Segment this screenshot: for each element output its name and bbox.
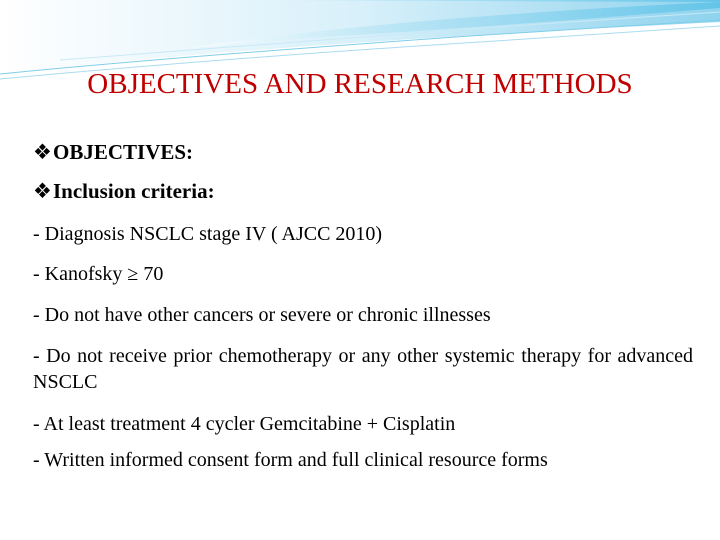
criteria-item: - Written informed consent form and full clinical resource forms	[33, 449, 548, 471]
bullet-inclusion-criteria-label: Inclusion criteria:	[53, 179, 215, 203]
diamond-flower-icon: ❖	[33, 140, 52, 164]
diamond-flower-icon: ❖	[33, 179, 52, 203]
bullet-objectives	[33, 139, 193, 165]
criteria-item: - Do not receive prior chemotherapy or any other systemic therapy for advanced NSCLC	[33, 345, 693, 393]
slide-title: OBJECTIVES AND RESEARCH METHODS	[87, 68, 633, 100]
bullet-inclusion-criteria	[33, 178, 215, 204]
bullet-objectives-label: OBJECTIVES:	[53, 140, 194, 164]
criteria-item: - Diagnosis NSCLC stage IV ( AJCC 2010)	[33, 223, 383, 245]
criteria-item: - At least treatment 4 cycler Gemcitabine + Cisplatin	[33, 413, 456, 435]
criteria-item: - Do not have other cancers or severe or chronic illnesses	[33, 304, 491, 326]
criteria-item: - Kanofsky ≥ 70	[33, 263, 164, 285]
